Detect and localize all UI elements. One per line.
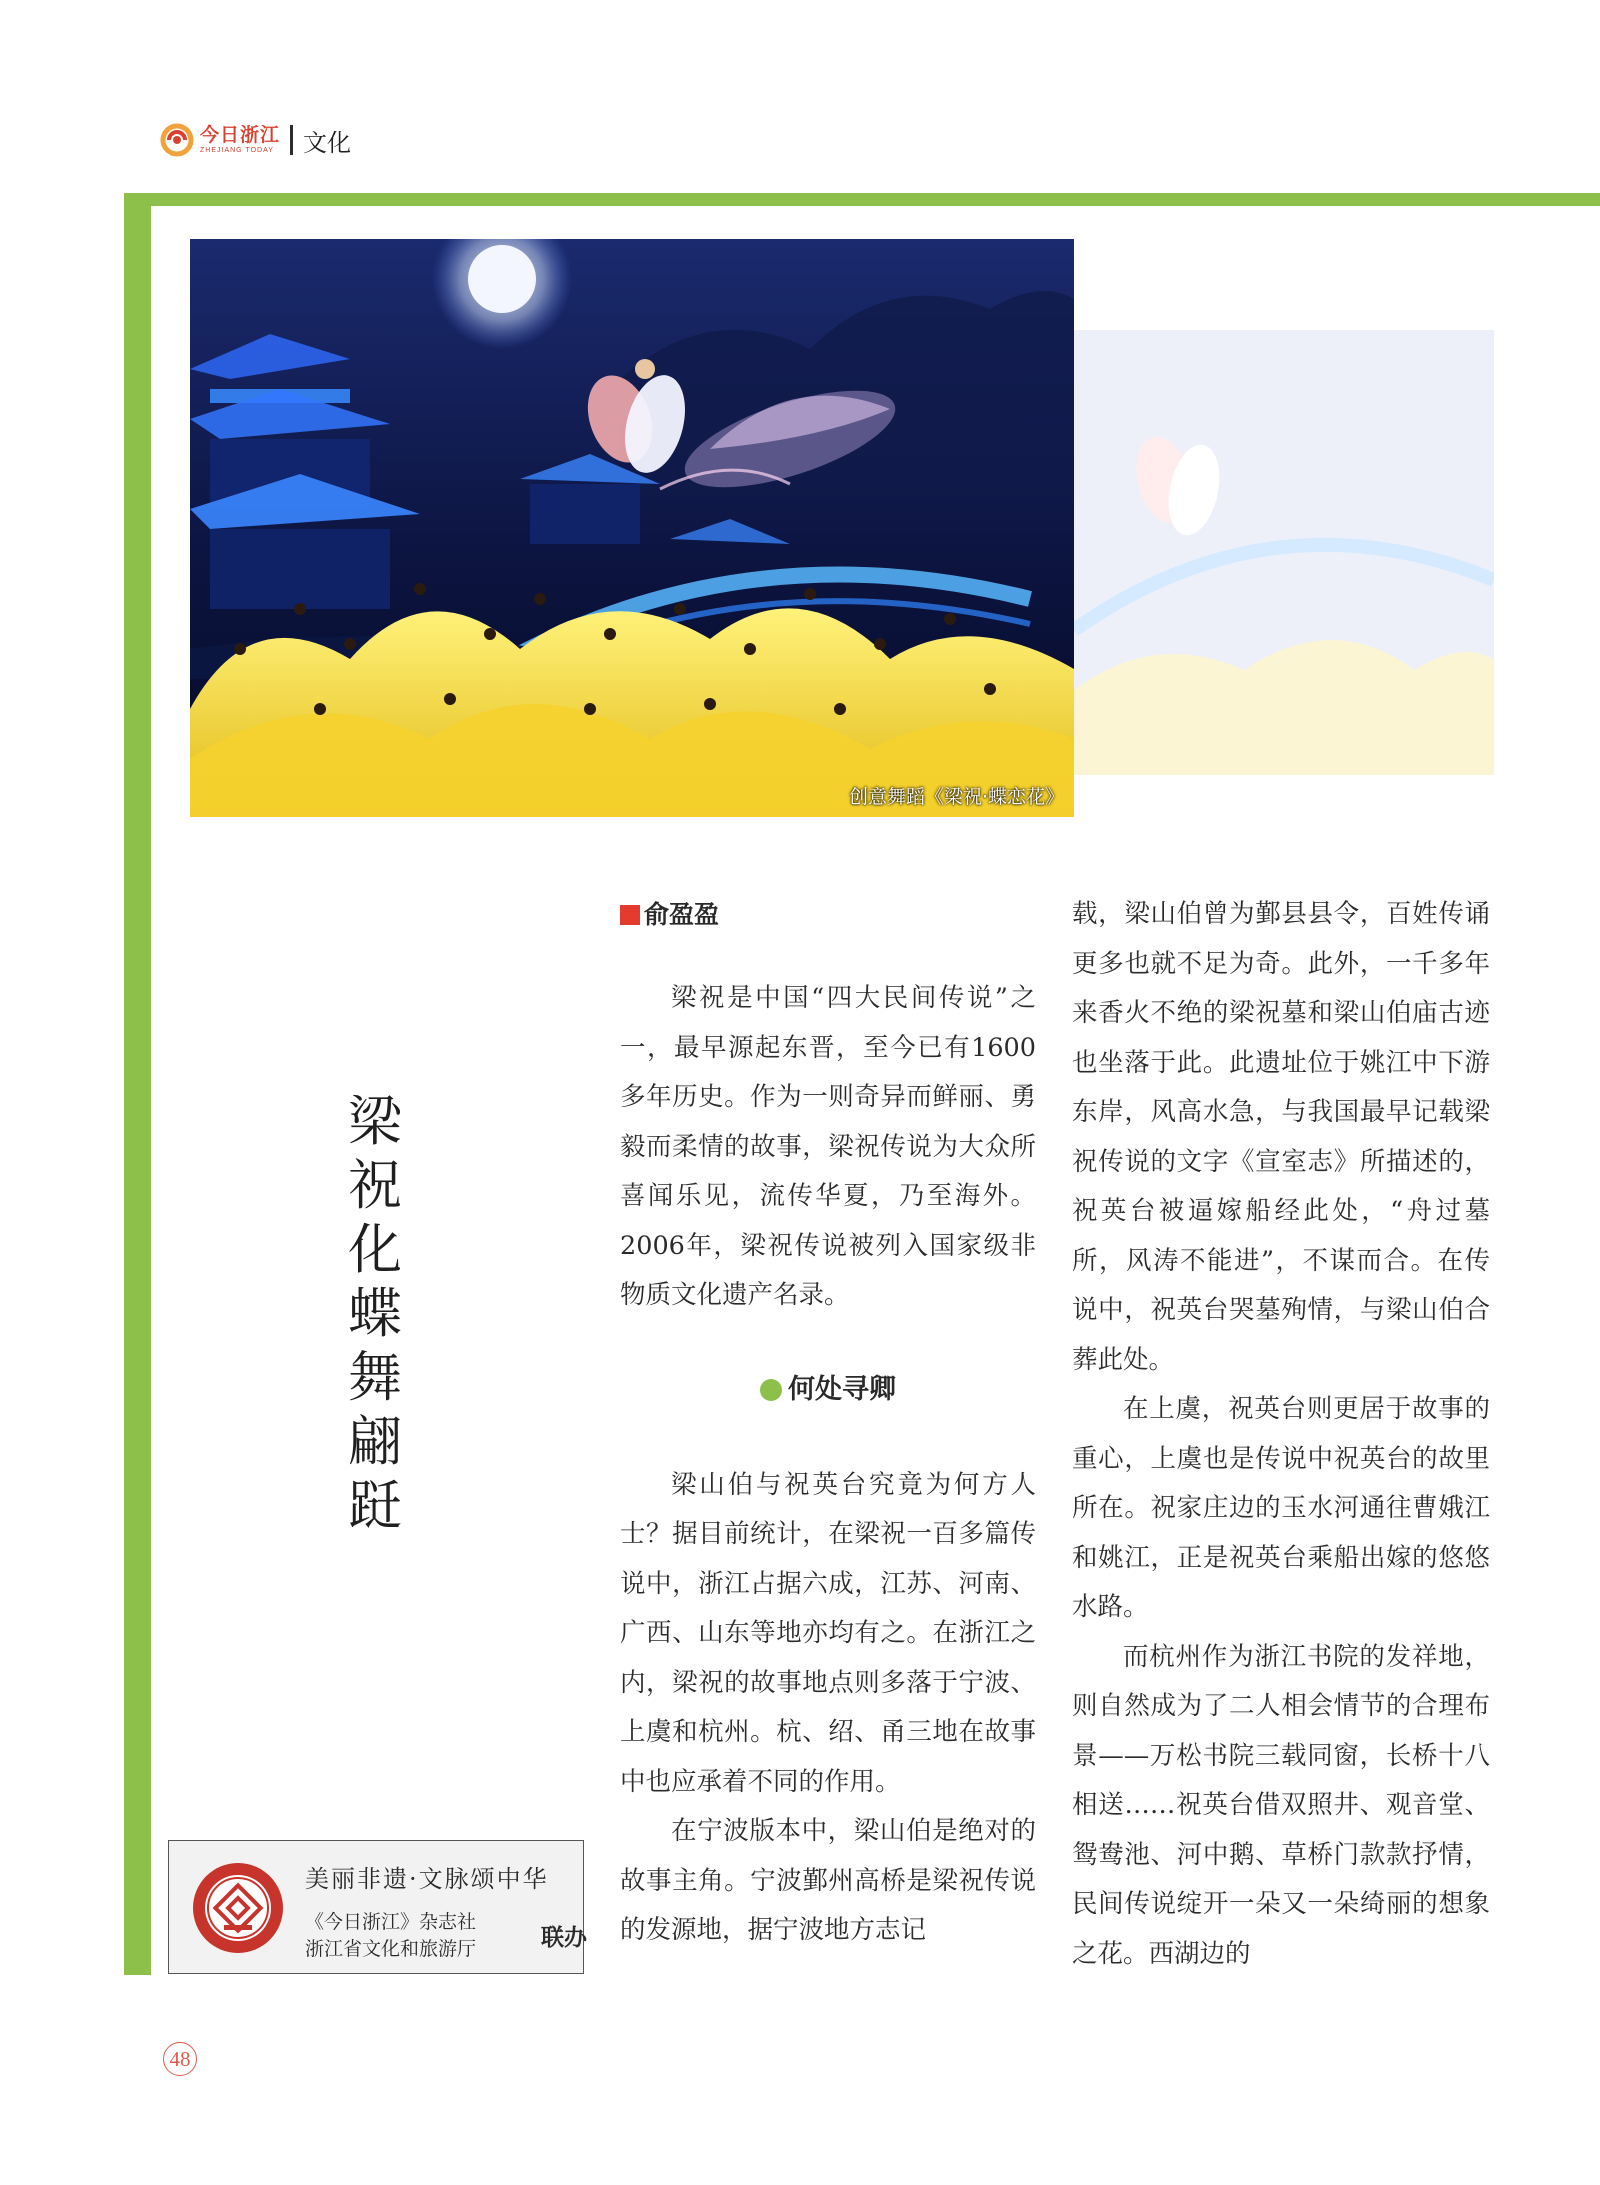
magazine-logo	[200, 126, 280, 154]
body-paragraph: 在上虞，祝英台则更居于故事的重心，上虞也是传说中祝英台的故里所在。祝家庄边的玉水河通往曹娥江和姚江，正是祝英台乘船出嫁的悠悠水路。	[1072, 1394, 1490, 1622]
body-paragraph: 而杭州作为浙江书院的发祥地，则自然成为了二人相会情节的合理布景——万松书院三载同窗，长桥十八相送……祝英台借双照井、观音堂、鸳鸯池、河中鹅、草桥门款款抒情，民间传说绽开一朵又一朵绮丽的想象之花。西湖边的	[1072, 1641, 1490, 1969]
article-title: 梁祝化蝶舞翩跹	[348, 1090, 402, 1537]
body-paragraph: 在宁波版本中，梁山伯是绝对的故事主角。宁波鄞州高桥是梁祝传说的发源地，据宁波地方志记	[620, 1816, 1036, 1945]
article-column-2	[1072, 890, 1490, 1979]
article-column-1	[620, 890, 1036, 1956]
stage-photo	[190, 239, 1074, 817]
page-number: 48	[163, 2042, 197, 2076]
logo-english-name: ZHEJIANG TODAY	[200, 147, 274, 154]
header-divider	[290, 125, 293, 155]
sponsor-slogan: 美丽非遗·文脉颂中华	[305, 1865, 549, 1893]
author-name: 俞盈盈	[644, 900, 720, 930]
body-paragraph: 梁山伯与祝英台究竟为何方人士？据目前统计，在梁祝一百多篇传说中，浙江占据六成，江苏、河南、广西、山东等地亦均有之。在浙江之内，梁祝的故事地点则多落于宁波、上虞和杭州。杭、绍、甬三地在故事中也应承着不同的作用。	[620, 1469, 1036, 1797]
faded-photo-illustration	[1074, 330, 1494, 775]
photo-caption: 创意舞蹈《梁祝·蝶恋花》	[848, 786, 1064, 808]
intro-paragraph: 梁祝是中国“四大民间传说”之一，最早源起东晋，至今已有1600多年历史。作为一则奇异而鲜丽、勇毅而柔情的故事，梁祝传说为大众所喜闻乐见，流传华夏，乃至海外。2006年，梁祝传说被列入国家级非物质文化遗产名录。	[620, 983, 1036, 1310]
subheading-dot-icon	[760, 1379, 782, 1401]
author-line	[620, 890, 1036, 940]
continued-paragraph: 载，梁山伯曾为鄞县县令，百姓传诵更多也就不足为奇。此外，一千多年来香火不绝的梁祝墓和梁山伯庙古迹也坐落于此。此遗址位于姚江中下游东岸，风高水急，与我国最早记载梁祝传说的文字《宣室志》所描述的，祝英台被逼嫁船经此处，“舟过墓所，风涛不能进”，不谋而合。在传说中，祝英台哭墓殉情，与梁山伯合葬此处。	[1072, 899, 1490, 1375]
section-label: 文化	[303, 128, 352, 157]
logo-chinese-name: 今日浙江	[200, 124, 281, 146]
sponsor-organization: 《今日浙江》杂志社	[305, 1911, 477, 1933]
magazine-logo-icon	[160, 123, 194, 157]
sponsor-joint-label: 联办	[541, 1925, 587, 1951]
frame-left-bar	[124, 193, 151, 1975]
author-square-icon	[620, 905, 640, 925]
subheading-line	[620, 1365, 1036, 1415]
sponsor-box	[168, 1840, 587, 1974]
page-header	[160, 118, 351, 162]
faded-photo-decoration	[1074, 330, 1494, 775]
sponsor-organization: 浙江省文化和旅游厅	[305, 1938, 477, 1960]
frame-top-bar	[124, 193, 1600, 206]
stage-photo-illustration	[190, 239, 1074, 817]
subheading: 何处寻卿	[788, 1373, 896, 1405]
heritage-seal-icon	[191, 1861, 285, 1955]
